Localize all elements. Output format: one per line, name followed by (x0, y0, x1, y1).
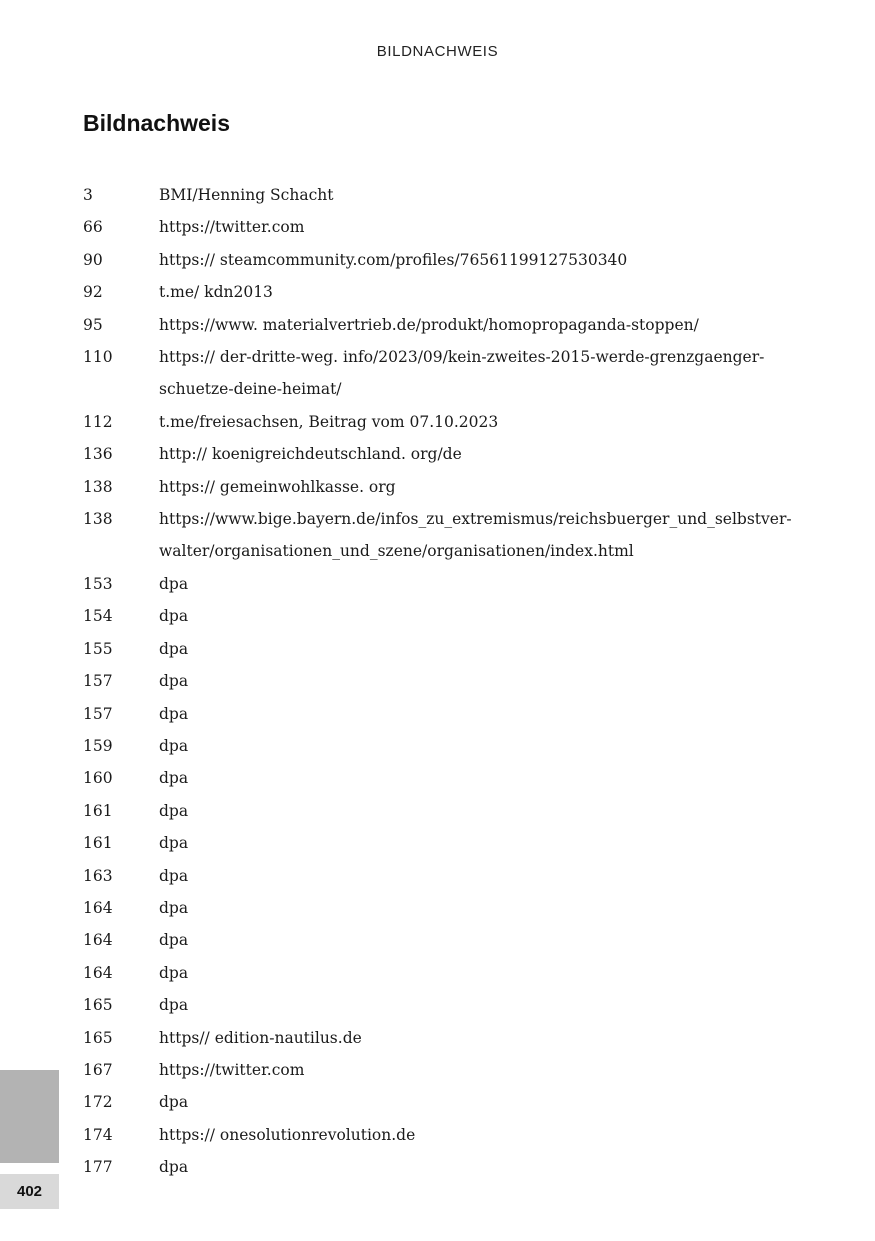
entry-page: 161 (83, 834, 113, 853)
entry-page: 138 (83, 510, 113, 529)
entry-source: dpa (159, 704, 189, 723)
list-item (83, 924, 783, 956)
entry-page: 90 (83, 250, 103, 269)
list-item (83, 309, 783, 341)
entry-page: 110 (83, 348, 113, 367)
list-item (83, 341, 783, 406)
list-item (83, 503, 792, 568)
entry-page: 160 (83, 769, 113, 788)
entry-source: dpa (159, 1158, 189, 1177)
entry-source: https://twitter.com (159, 218, 305, 237)
entry-page: 174 (83, 1125, 113, 1144)
entry-page: 66 (83, 218, 103, 237)
list-item (83, 730, 783, 762)
entry-page: 157 (83, 704, 113, 723)
list-item (83, 957, 783, 989)
entry-page: 167 (83, 1060, 113, 1079)
list-item (83, 665, 783, 697)
entry-source: dpa (159, 639, 189, 658)
chapter-tab (0, 1070, 59, 1163)
entry-source: https:// onesolutionrevolution.de (159, 1125, 416, 1144)
list-item (83, 1086, 783, 1118)
entry-page: 172 (83, 1093, 113, 1112)
entry-page: 155 (83, 639, 113, 658)
entry-page: 136 (83, 445, 113, 464)
list-item (83, 698, 783, 730)
list-item (83, 1022, 783, 1054)
running-head: BILDNACHWEIS (376, 43, 499, 60)
entry-source: dpa (159, 866, 189, 885)
entry-source: dpa (159, 801, 189, 820)
entry-source: http:// koenigreichdeutschland. org/de (159, 445, 462, 464)
list-item (83, 244, 783, 276)
list-item (83, 179, 783, 211)
entry-page: 177 (83, 1158, 113, 1177)
entry-source: dpa (159, 574, 189, 593)
entry-source: dpa (159, 996, 189, 1015)
entry-page: 154 (83, 607, 113, 626)
entry-page: 138 (83, 477, 113, 496)
list-item (83, 762, 783, 794)
entry-page: 112 (83, 412, 113, 431)
list-item (83, 568, 783, 600)
page-title: Bildnachweis (83, 110, 230, 136)
entry-source: dpa (159, 834, 189, 853)
list-item (83, 1151, 783, 1183)
list-item (83, 1119, 783, 1151)
entry-source: dpa (159, 963, 189, 982)
entry-source: https:// steamcommunity.com/profiles/76561199127530340 (159, 250, 628, 269)
list-item (83, 276, 783, 308)
entry-source: https// edition-nautilus.de (159, 1028, 362, 1047)
entry-page: 95 (83, 315, 103, 334)
entry-source: https:// der-dritte-weg. info/2023/09/kein-zweites-2015-werde-grenzgaenger-schuetze-deine-heimat/ (159, 348, 765, 399)
entry-source: t.me/freiesachsen, Beitrag vom 07.10.2023 (159, 412, 499, 431)
entry-source: t.me/ kdn2013 (159, 283, 273, 302)
list-item (83, 438, 783, 470)
list-item (83, 795, 783, 827)
page-number: 402 (0, 1174, 59, 1209)
entry-source: dpa (159, 769, 189, 788)
entry-source: dpa (159, 898, 189, 917)
entry-page: 92 (83, 283, 103, 302)
entry-page: 163 (83, 866, 113, 885)
entry-source: dpa (159, 672, 189, 691)
entry-page: 3 (83, 186, 93, 204)
entry-source: https://www. materialvertrieb.de/produkt/homopropaganda-stoppen/ (159, 315, 699, 334)
entry-source: https://www.bige.bayern.de/infos_zu_extremismus/reichsbuerger_und_selbstver-walter/organisationen_und_szene/organisationen/index.html (159, 510, 792, 561)
entry-page: 164 (83, 898, 113, 917)
list-item (83, 860, 783, 892)
entry-page: 165 (83, 1028, 113, 1047)
entry-page: 159 (83, 736, 113, 755)
entry-source: dpa (159, 1093, 189, 1112)
list-item (83, 892, 783, 924)
list-item (83, 406, 783, 438)
list-item (83, 471, 783, 503)
entry-page: 165 (83, 996, 113, 1015)
entry-source: https://twitter.com (159, 1060, 305, 1079)
entry-page: 153 (83, 574, 113, 593)
list-item (83, 827, 783, 859)
list-item (83, 633, 783, 665)
entry-source: BMI/Henning Schacht (159, 186, 334, 204)
entry-page: 164 (83, 931, 113, 950)
entry-source: https:// gemeinwohlkasse. org (159, 477, 396, 496)
list-item (83, 600, 783, 632)
entry-source: dpa (159, 931, 189, 950)
entry-source: dpa (159, 736, 189, 755)
entry-page: 161 (83, 801, 113, 820)
list-item (83, 211, 783, 243)
list-item (83, 1054, 783, 1086)
entry-page: 157 (83, 672, 113, 691)
entry-page: 164 (83, 963, 113, 982)
entry-source: dpa (159, 607, 189, 626)
list-item (83, 989, 783, 1021)
credits-list (83, 179, 792, 1184)
